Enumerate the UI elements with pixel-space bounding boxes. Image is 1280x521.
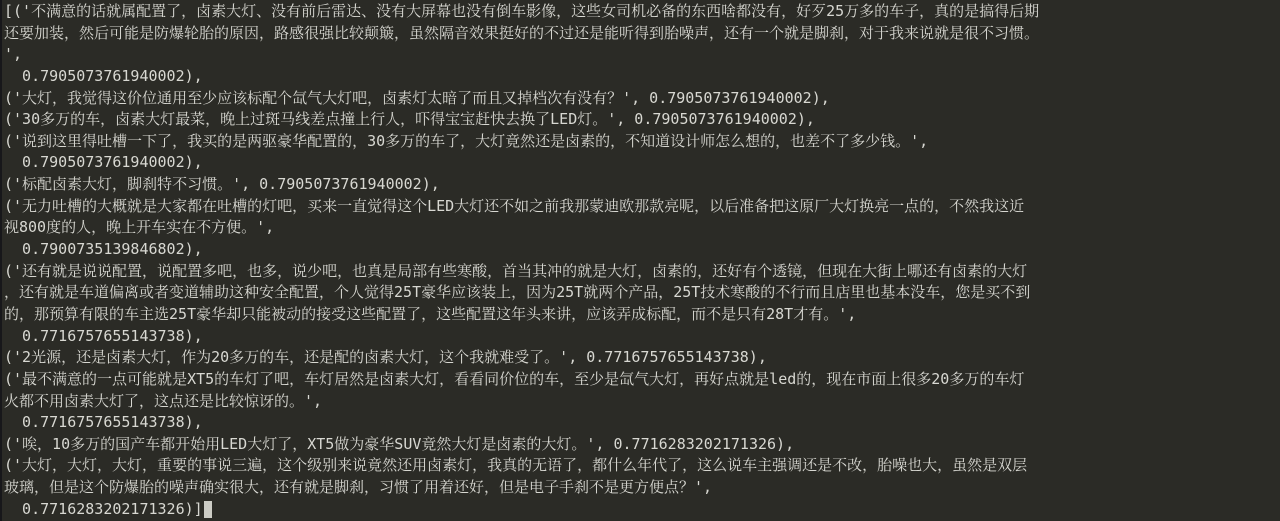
terminal-line: ('说到这里得吐槽一下了，我买的是两驱豪华配置的，30多万的车了，大灯竟然还是卤素的，不知道设计师怎么想的，也差不了多少钱。', <box>4 131 929 150</box>
terminal-line: ('还有就是说说配置，说配置多吧，也多，说少吧，也真是局部有些寒酸，首当其冲的就是大灯，卤素的，还好有个透镜，但现在大街上哪还有卤素的大灯 <box>4 261 1028 280</box>
terminal-line: 还要加装，然后可能是防爆轮胎的原因，路感很强比较颠簸，虽然隔音效果挺好的不过还是能听得到胎噪声，还有一个就是脚刹，对于我来说就是很不习惯。 <box>4 23 1040 42</box>
terminal-line: 0.7716757655143738), <box>4 326 203 345</box>
terminal-line: 0.7905073761940002), <box>4 153 203 172</box>
terminal-line: [('不满意的话就属配置了，卤素大灯、没有前后雷达、没有大屏幕也没有倒车影像，这些女司机必备的东西啥都没有，好歹25万多的车子，真的是搞得后期 <box>4 2 1040 20</box>
terminal-line: ('唉，10多万的国产车都开始用LED大灯了，XT5做为豪华SUV竟然大灯是卤素的大灯。', 0.7716283202171326), <box>4 434 795 453</box>
terminal-line: 0.7716283202171326)] <box>4 499 1280 521</box>
terminal-line: ('2光源，还是卤素大灯，作为20多万的车，还是配的卤素大灯，这个我就难受了。', 0.7716757655143738), <box>4 348 767 367</box>
text-cursor <box>204 501 212 518</box>
terminal-line: ('大灯，我觉得这价位通用至少应该标配个氙气大灯吧，卤素灯太暗了而且又掉档次有没有？', 0.7905073761940002), <box>4 88 830 107</box>
terminal-left-edge <box>0 0 2 521</box>
terminal-line: 的，那预算有限的车主选25T豪华却只能被动的接受这些配置了，这些配置这年头来讲，应该弄成标配，而不是只有28T才有。', <box>4 304 857 323</box>
terminal-line: ('最不满意的一点可能就是XT5的车灯了吧，车灯居然是卤素大灯，看看同价位的车，至少是氙气大灯，再好点就是led的，现在市面上很多20多万的车灯 <box>4 369 1025 388</box>
terminal-line: 玻璃，但是这个防爆胎的噪声确实很大，还有就是脚刹，习惯了用着还好，但是电子手刹不是更方便点？', <box>4 478 713 497</box>
terminal-line: 0.7905073761940002), <box>4 66 203 85</box>
terminal-line: ('大灯，大灯，大灯，重要的事说三遍，这个级别来说竟然还用卤素灯，我真的无语了，都什么年代了，这么说车主强调还是不改，胎噪也大，虽然是双层 <box>4 456 1028 475</box>
terminal-line: 火都不用卤素大灯了，这点还是比较惊讶的。', <box>4 391 323 410</box>
terminal-line: 视800度的人，晚上开车实在不方便。', <box>4 218 275 237</box>
terminal-line: ，还有就是车道偏离或者变道辅助这种安全配置，个人觉得25T豪华应该装上，因为25T就两个产品，25T技术寒酸的不行而且店里也基本没车，您是买不到 <box>4 283 1031 302</box>
terminal-line: ', <box>4 45 23 64</box>
terminal-line: 0.7900735139846802), <box>4 240 203 259</box>
terminal-line: ('标配卤素大灯，脚刹特不习惯。', 0.7905073761940002), <box>4 175 440 194</box>
terminal-line: 0.7716757655143738), <box>4 413 203 432</box>
terminal-line: ('无力吐槽的大概就是大家都在吐槽的灯吧，买来一直觉得这个LED大灯还不如之前我那蒙迪欧那款亮呢，以后准备把这原厂大灯换亮一点的，不然我这近 <box>4 196 1025 215</box>
terminal-line: ('30多万的车，卤素大灯最菜，晚上过斑马线差点撞上行人，吓得宝宝赶快去换了LED灯。', 0.7905073761940002), <box>4 110 815 129</box>
